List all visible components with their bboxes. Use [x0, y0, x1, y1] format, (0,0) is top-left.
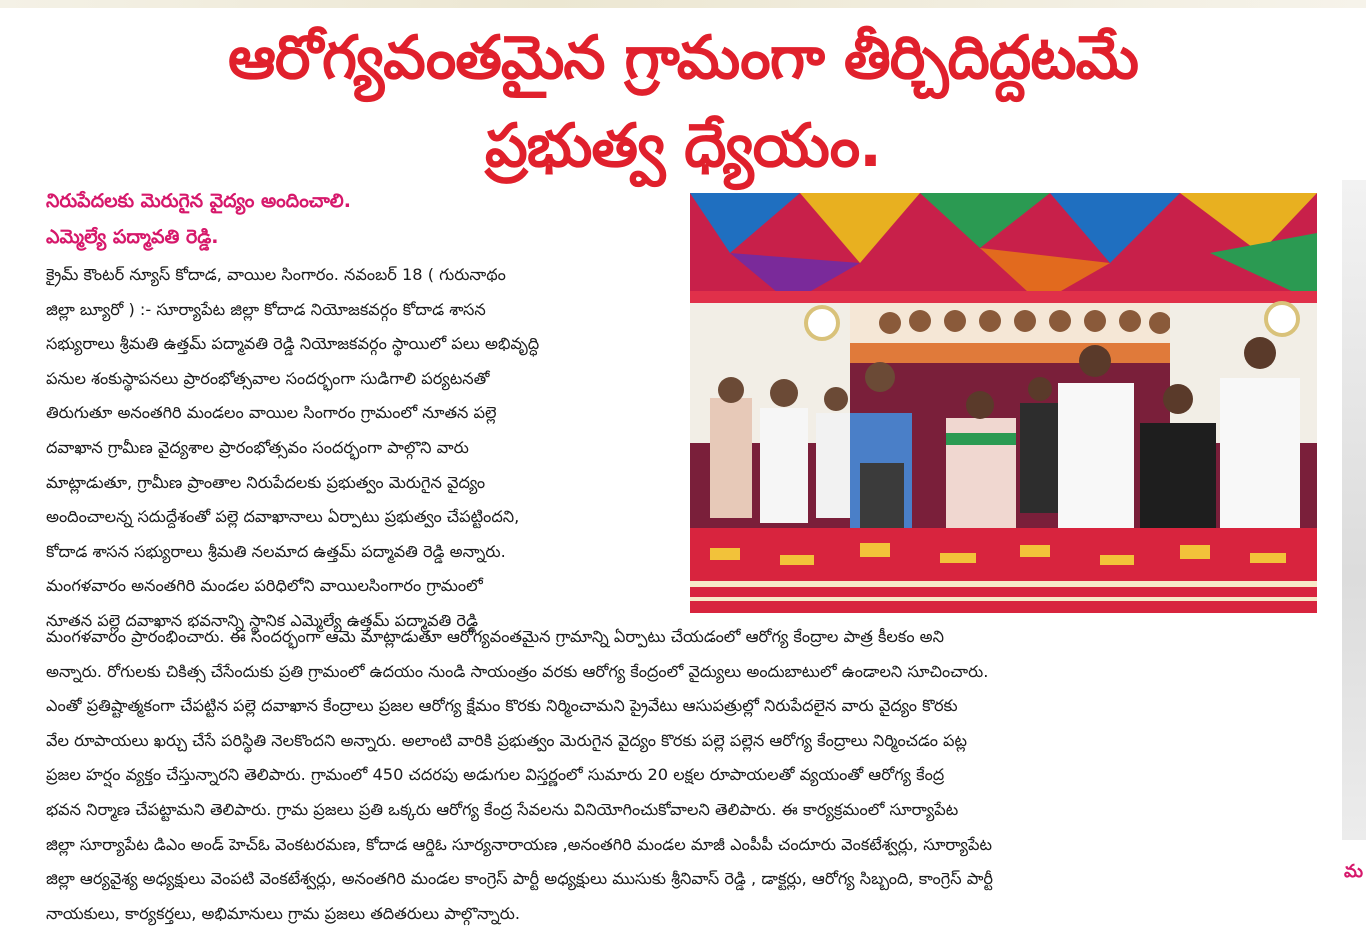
body-line: ప్రజల హర్షం వ్యక్తం చేస్తున్నారని తెలిపారు. గ్రామంలో 450 చదరపు అడుగుల విస్తర్ణంలో సుమారు 20 లక్షల రూపాయలతో వ్యయంతో ఆరోగ్య కేంద్ర	[46, 765, 945, 785]
subheading-1: నిరుపేదలకు మెరుగైన వైద్యం అందించాలి.	[46, 190, 351, 212]
article-body-bottom	[46, 620, 1318, 931]
body-line: జిల్లా ఆర్యవైశ్య అధ్యక్షులు వెంపటి వెంకటేశ్వర్లు, అనంతగిరి మండల కాంగ్రెస్ పార్టీ అధ్యక్షులు ముసుకు శ్రీనివాస్ రెడ్డి , డాక్టర్లు, ఆరోగ్య సిబ్బంది, కాంగ్రెస్ పార్టీ	[46, 869, 993, 889]
body-line: నాయకులు, కార్యకర్తలు, అభిమానులు గ్రామ ప్రజలు తదితరులు పాల్గొన్నారు.	[46, 903, 521, 923]
body-line: తిరుగుతూ అనంతగిరి మండలం వాయిల సింగారం గ్రామంలో నూతన పల్లె	[46, 403, 497, 423]
body-line: మంగళవారం అనంతగిరి మండల పరిధిలోని వాయిలసింగారం గ్రామంలో	[46, 576, 483, 596]
body-line: జిల్లా సూర్యాపేట డిఎం అండ్ హెచ్ఓ వెంకటరమణ, కోదాడ ఆర్డిఓ సూర్యనారాయణ ,అనంతగిరి మండల మాజీ ఎంపీపీ చందూరు వెంకటేశ్వర్లు, సూర్యాపేట	[46, 834, 992, 854]
subheading-2: ఎమ్మెల్యే పద్మావతి రెడ్డి.	[46, 226, 219, 248]
adjacent-page-edge	[1342, 180, 1366, 840]
body-line: పనుల శంకుస్థాపనలు ప్రారంభోత్సవాల సందర్భంగా సుడిగాలి పర్యటనతో	[46, 368, 490, 388]
body-line: దవాఖాన గ్రామీణ వైద్యశాల ప్రారంభోత్సవం సందర్భంగా పాల్గొని వారు	[46, 437, 469, 457]
headline-line-1: ఆరోగ్యవంతమైన గ్రామంగా తీర్చిదిద్దటమే	[227, 23, 1139, 93]
body-line: సభ్యురాలు శ్రీమతి ఉత్తమ్ పద్మావతి రెడ్డి నియోజకవర్గం స్థాయిలో పలు అభివృద్ధి	[46, 334, 540, 354]
article-body-top	[46, 258, 682, 639]
body-line: క్రైమ్ కౌంటర్ న్యూస్ కోదాడ, వాయిల సింగారం. నవంబర్ 18 ( గురునాథం	[46, 265, 506, 284]
body-line: అన్నారు. రోగులకు చికిత్స చేసేందుకు ప్రతి గ్రామంలో ఉదయం నుండి సాయంత్రం వరకు ఆరోగ్య కేంద్రంలో వైద్యులు అందుబాటులో ఉండాలని సూచించారు.	[46, 661, 989, 681]
body-line: వేల రూపాయలు ఖర్చు చేసే పరిస్థితి నెలకొందని అన్నారు. అలాంటి వారికి ప్రభుత్వం మెరుగైన వైద్యం కొరకు పల్లె పల్లెన ఆరోగ్య కేంద్రాలు నిర్మించడం పట్ల	[46, 730, 968, 750]
body-line: అందించాలన్న సదుద్దేశంతో పల్లె దవాఖానాలు ఏర్పాటు ప్రభుత్వం చేపట్టిందని,	[46, 507, 520, 527]
body-line: ఎంతో ప్రతిష్టాత్మకంగా చేపట్టిన పల్లె దవాఖాన కేంద్రాలు ప్రజల ఆరోగ్య క్షేమం కొరకు నిర్మించామని ప్రైవేటు ఆసుపత్రుల్లో నిరుపేదలైన వారు వైద్యం కొరకు	[46, 696, 958, 716]
event-photo	[690, 193, 1317, 613]
adjacent-page-text: మ	[1344, 861, 1364, 882]
body-line: భవన నిర్మాణ చేపట్టామని తెలిపారు. గ్రామ ప్రజలు ప్రతి ఒక్కరు ఆరోగ్య కేంద్ర సేవలను వినియోగించుకోవాలని తెలిపారు. ఈ కార్యక్రమంలో సూర్యాపేట	[46, 799, 959, 819]
headline-line-2: ప్రభుత్వ ధ్యేయం.	[485, 111, 881, 181]
body-line: కోదాడ శాసన సభ్యురాలు శ్రీమతి నలమాద ఉత్తమ్ పద్మావతి రెడ్డి అన్నారు.	[46, 541, 506, 561]
headline	[0, 14, 1366, 190]
body-line: నూతన పల్లె దవాఖాన భవనాన్ని స్థానిక ఎమ్మెల్యే ఉత్తమ్ పద్మావతి రెడ్డి	[46, 610, 478, 630]
body-line: మాట్లాడుతూ, గ్రామీణ ప్రాంతాల నిరుపేదలకు ప్రభుత్వం మెరుగైన వైద్యం	[46, 472, 486, 492]
body-line: జిల్లా బ్యూరో ) :- సూర్యాపేట జిల్లా కోదాడ నియోజకవర్గం కోదాడ శాసన	[46, 299, 486, 319]
body-line: మంగళవారం ప్రారంభించారు. ఈ సందర్భంగా ఆమె మాట్లాడుతూ ఆరోగ్యవంతమైన గ్రామాన్ని ఏర్పాటు చేయడంలో ఆరోగ్య కేంద్రాల పాత్ర కీలకం అని	[46, 627, 944, 646]
page-top-strip	[0, 0, 1366, 8]
